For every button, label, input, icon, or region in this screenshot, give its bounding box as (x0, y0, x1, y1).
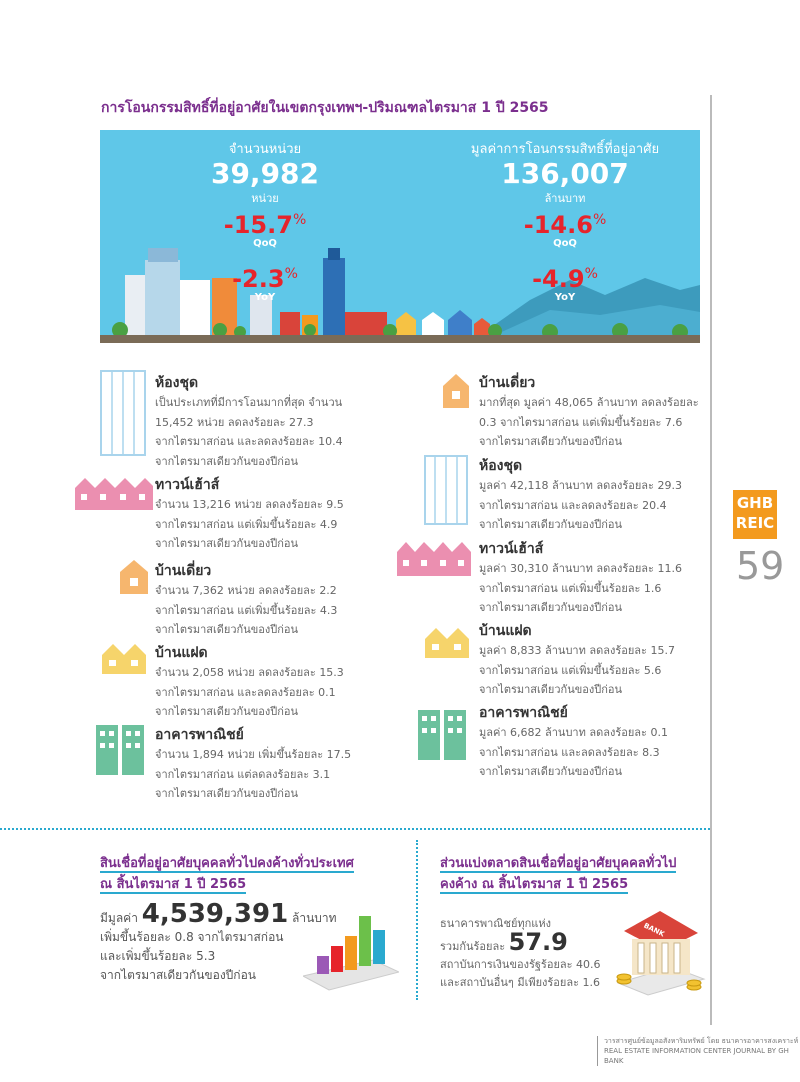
share-prefix: รวมกันร้อยละ (440, 940, 506, 953)
column-divider (416, 840, 418, 1000)
share-value: 57.9 (508, 928, 568, 956)
twin-house-icon-right (425, 628, 469, 658)
page-number: 59 (736, 544, 785, 588)
side-rule (710, 95, 712, 1025)
footer: วารสารศูนย์ข้อมูลอสังหาริมทรัพย์ โดย ธนาคารอาคารสงเคราะห์ REAL ESTATE INFORMATION CENTER JOURNAL BY GH BANK (597, 1036, 800, 1066)
left-item-commercial: อาคารพาณิชย์ จำนวน 1,894 หน่วย เพิ่มขึ้นร้อยละ 17.5 จากไตรมาสก่อน แต่ลดลงร้อยละ 3.1 จากไตรมาสเดียวกันของปีก่อน (155, 727, 352, 800)
ghb-reic-logo: GHB REIC (733, 490, 777, 539)
value-stat (470, 138, 660, 303)
twin-house-icon (102, 644, 146, 674)
townhouse-icon (75, 476, 153, 510)
left-item-condo: ห้องชุด เป็นประเภทที่มีการโอนมากที่สุด จำนวน 15,452 หน่วย ลดลงร้อยละ 27.3 จากไตรมาสก่อน และลดลงร้อยละ 10.4 จากไตรมาสเดียวกันของปีก่อน (155, 375, 343, 468)
condo-icon (100, 370, 146, 456)
units-stat (185, 138, 345, 303)
left-item-twin: บ้านแฝด จำนวน 2,058 หน่วย ลดลงร้อยละ 15.3 จากไตรมาสก่อน และลดลงร้อยละ 0.1 จากไตรมาสเดียวกันของปีก่อน (155, 645, 344, 718)
detached-house-icon (120, 560, 148, 594)
right-item-townhouse: ทาวน์เฮ้าส์ มูลค่า 30,310 ล้านบาท ลดลงร้อยละ 11.6 จากไตรมาสก่อน แต่เพิ่มขึ้นร้อยละ 1.6 จากไตรมาสเดียวกันของปีก่อน (479, 541, 682, 614)
condo-icon-right (424, 455, 468, 525)
value-unit: ล้านบาท (544, 192, 586, 205)
units-yoy-label: YoY (254, 292, 276, 303)
units-label: จำนวนหน่วย (228, 142, 302, 157)
value-qoq-label: QoQ (553, 238, 577, 249)
commercial-building-icon-right (418, 710, 468, 760)
page-title: การโอนกรรมสิทธิ์ที่อยู่อาศัยในเขตกรุงเทพฯ-ปริมณฑลไตรมาส 1 ปี 2565 (101, 100, 549, 116)
value-label: มูลค่าการโอนกรรมสิทธิ์ที่อยู่อาศัย (470, 142, 660, 157)
units-value: 39,982 (210, 157, 320, 190)
left-item-townhouse: ทาวน์เฮ้าส์ จำนวน 13,216 หน่วย ลดลงร้อยละ 9.5 จากไตรมาสก่อน แต่เพิ่มขึ้นร้อยละ 4.9 จากไตรมาสเดียวกันของปีก่อน (155, 477, 344, 550)
units-unit: หน่วย (251, 192, 279, 205)
hero-banner (100, 130, 700, 350)
units-yoy: -2.3% (232, 265, 298, 293)
commercial-building-icon (96, 725, 146, 775)
units-qoq: -15.7% (223, 211, 307, 239)
value-yoy: -4.9% (532, 265, 598, 293)
loans-body: มีมูลค่า 4,539,391 ล้านบาท เพิ่มขึ้นร้อยละ 0.8 จากไตรมาสก่อน และเพิ่มขึ้นร้อยละ 5.3 จากไตรมาสเดียวกันของปีก่อน (100, 899, 337, 982)
bank-sign: BANK (642, 921, 666, 939)
value-qoq: -14.6% (523, 211, 607, 239)
loans-title: สินเชื่อที่อยู่อาศัยบุคคลทั่วไปคงค้างทั่วประเทศ ณ สิ้นไตรมาส 1 ปี 2565 (100, 856, 354, 892)
loans-value: 4,539,391 (141, 899, 289, 929)
units-qoq-label: QoQ (253, 238, 277, 249)
share-title: ส่วนแบ่งตลาดสินเชื่อที่อยู่อาศัยบุคคลทั่วไป คงค้าง ณ สิ้นไตรมาส 1 ปี 2565 (440, 856, 677, 892)
right-item-detached: บ้านเดี่ยว มากที่สุด มูลค่า 48,065 ล้านบาท ลดลงร้อยละ 0.3 จากไตรมาสก่อน แต่เพิ่มขึ้นร้อยละ 7.6 จากไตรมาสเดียวกันของปีก่อน (479, 375, 699, 448)
section-divider (0, 828, 710, 830)
share-body: ธนาคารพาณิชย์ทุกแห่ง รวมกันร้อยละ 57.9 สถาบันการเงินของรัฐร้อยละ 40.6 และสถาบันอื่นๆ มีเพียงร้อยละ 1.6 (440, 917, 601, 989)
loans-unit: ล้านบาท (292, 911, 337, 925)
left-item-detached: บ้านเดี่ยว จำนวน 7,362 หน่วย ลดลงร้อยละ 2.2 จากไตรมาสก่อน แต่เพิ่มขึ้นร้อยละ 4.3 จากไตรมาสเดียวกันของปีก่อน (155, 563, 338, 636)
townhouse-icon-right (397, 540, 471, 576)
detached-house-icon-right (443, 374, 469, 408)
bank-illustration (612, 905, 706, 997)
value-value: 136,007 (501, 157, 629, 190)
right-item-commercial: อาคารพาณิชย์ มูลค่า 6,682 ล้านบาท ลดลงร้อยละ 0.1 จากไตรมาสก่อน และลดลงร้อยละ 8.3 จากไตรมาสเดียวกันของปีก่อน (479, 705, 668, 778)
value-yoy-label: YoY (554, 292, 576, 303)
right-item-twin: บ้านแฝด มูลค่า 8,833 ล้านบาท ลดลงร้อยละ 15.7 จากไตรมาสก่อน แต่เพิ่มขึ้นร้อยละ 5.6 จากไตรมาสเดียวกันของปีก่อน (479, 623, 675, 696)
loans-prefix: มีมูลค่า (100, 911, 138, 925)
right-item-condo: ห้องชุด มูลค่า 42,118 ล้านบาท ลดลงร้อยละ 29.3 จากไตรมาสก่อน และลดลงร้อยละ 20.4 จากไตรมาสเดียวกันของปีก่อน (479, 458, 682, 531)
bar-chart-illustration (303, 908, 399, 992)
